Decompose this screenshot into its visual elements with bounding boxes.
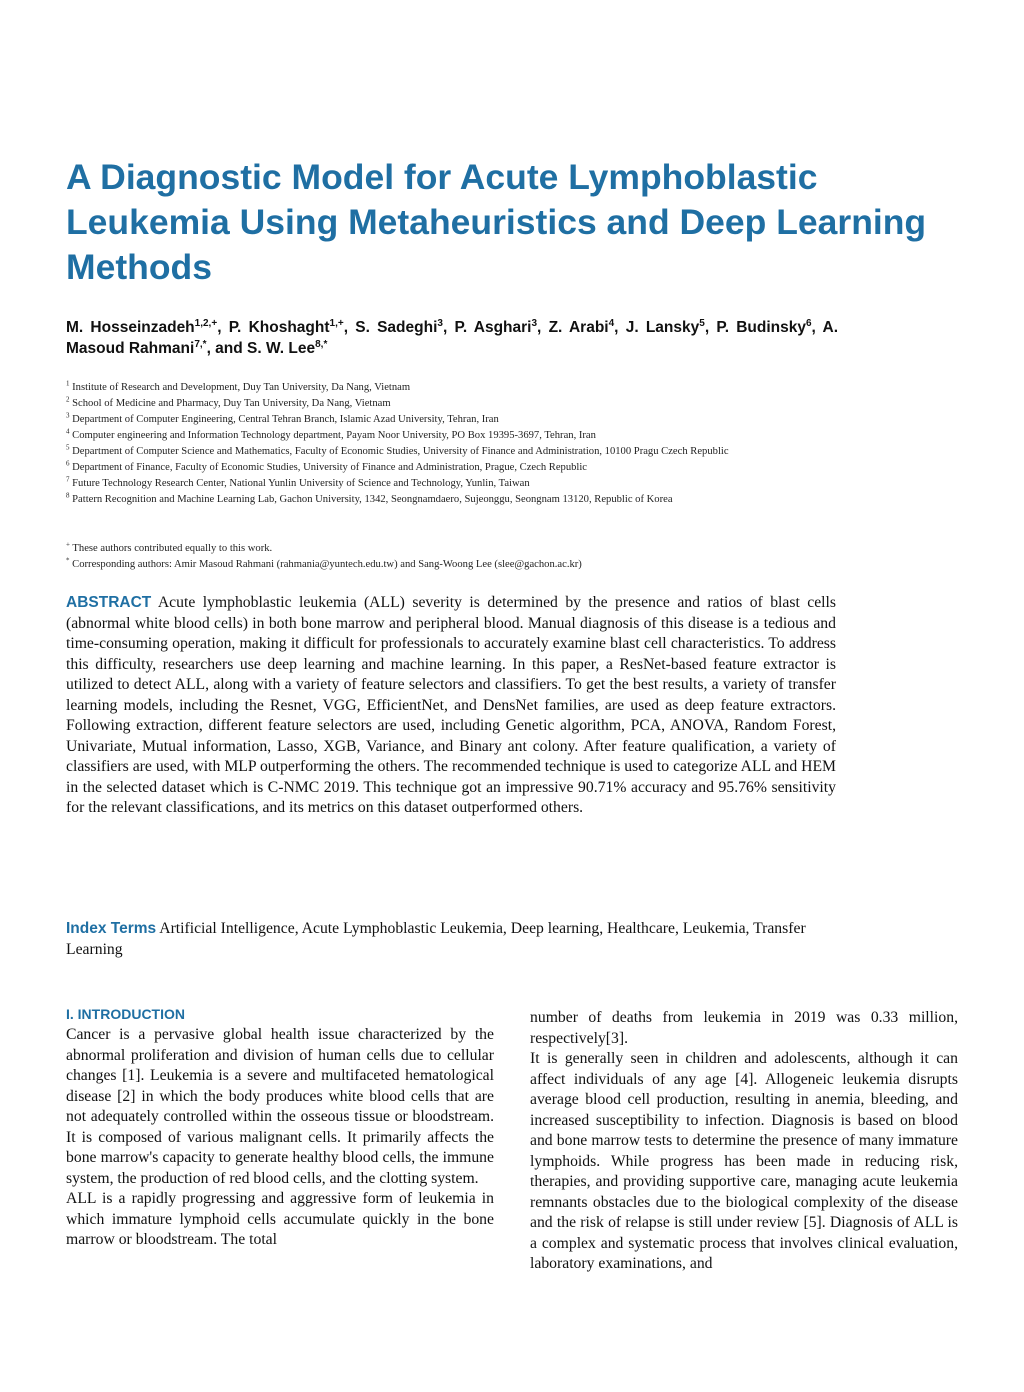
paper-title: A Diagnostic Model for Acute Lymphoblastic Leukemia Using Metaheuristics and Deep Learning Methods <box>66 157 927 287</box>
affiliation: $^5$ Department of Computer Science and Mathematics, Faculty of Economic Studies, University of Finance and Administration, 10100 Pragu Czech Republic <box>66 443 729 457</box>
equal-contribution-note: + These authors contributed equally to this work. <box>66 540 273 554</box>
index-terms-text: Artificial Intelligence, Acute Lymphoblastic Leukemia, Deep learning, Healthcare, Leukemia, Transfer Learning <box>66 920 806 958</box>
abstract <box>66 593 836 819</box>
author-notes <box>66 541 846 573</box>
affiliation: $^2$ School of Medicine and Pharmacy, Duy Tan University, Da Nang, Vietnam <box>66 395 391 409</box>
right-column <box>530 1008 958 1275</box>
index-terms-label: Index Terms <box>66 920 157 937</box>
abstract-text: Acute lymphoblastic leukemia (ALL) severity is determined by the presence and ratios of blast cells (abnormal white blood cells) in both bone marrow and peripheral blood. Manual diagnosis of this disease is a tedious and time-consuming operation, making it difficult for professionals to accurately examine blast cell characteristics. To address this difficulty, researchers use deep learning and machine learning. In this paper, a ResNet-based feature extractor is utilized to detect ALL, along with a variety of feature selectors and classifiers. To get the best results, a variety of transfer learning models, including the Resnet, VGG, EfficientNet, and DensNet families, are used as deep feature extractors. Following extraction, different feature selectors are used, including Genetic algorithm, PCA, ANOVA, Random Forest, Univariate, Mutual information, Lasso, XGB, Variance, and Binary ant colony. After feature qualification, a variety of classifiers are used, with MLP outperforming the others. The recommended technique is used to categorize ALL and HEM in the selected dataset which is C-NMC 2019. This technique got an impressive 90.71% accuracy and 95.76% sensitivity for the relevant classifications, and its metrics on this dataset outperformed others. <box>66 594 836 816</box>
paragraph: It is generally seen in children and adolescents, although it can affect individuals of any age [4]. Allogeneic leukemia disrupts average blood cell production, resulting in anemia, bleeding, and increased susceptibility to infection. Diagnosis is based on blood and bone marrow tests to determine the presence of many immature lymphoids. While progress has been made in reducing risk, therapies, and providing supportive care, managing acute leukemia remnants obstacles due to the biological complexity of the disease and the risk of relapse is still under review [5]. Diagnosis of ALL is a complex and systematic process that involves clinical evaluation, laboratory examinations, and <box>530 1050 958 1272</box>
affiliation: $^4$ Computer engineering and Information Technology department, Payam Noor University, PO Box 19395-3697, Tehran, Iran <box>66 427 596 441</box>
author: P. Khoshaght$^{1,+}$, <box>228 317 356 336</box>
affiliation: $^1$ Institute of Research and Development, Duy Tan University, Da Nang, Vietnam <box>66 379 411 393</box>
author: J. Lansky$^5$, <box>625 317 717 336</box>
author: M. Hosseinzadeh$^{1,2,+}$, <box>66 317 229 336</box>
author-list <box>66 317 838 359</box>
author: Z. Arabi$^4$, <box>548 317 626 336</box>
affiliation: $^8$ Pattern Recognition and Machine Learning Lab, Gachon University, 1342, Seongnamdaero, Sujeonggu, Seongnam 13120, Republic of Korea <box>66 491 673 505</box>
index-terms <box>66 919 836 960</box>
paragraph: Cancer is a pervasive global health issue characterized by the abnormal proliferation and division of human cells due to cellular changes [1]. Leukemia is a severe and multifaceted hematological disease [2] in which the body produces white blood cells that are not adequately controlled within the osseous tissue or bloodstream. It is composed of various malignant cells. It primarily affects the bone marrow's capacity to generate healthy blood cells, the immune system, the production of red blood cells, and the clotting system. <box>66 1026 494 1187</box>
abstract-label: ABSTRACT <box>66 594 152 611</box>
paragraph: ALL is a rapidly progressing and aggressive form of leukemia in which immature lymphoid cells accumulate quickly in the bone marrow or bloodstream. The total <box>66 1190 494 1248</box>
corresponding-author-note: * Corresponding authors: Amir Masoud Rahmani (rahmania@yuntech.edu.tw) and Sang-Woong Lee (slee@gachon.ac.kr) <box>66 556 582 570</box>
author: S. W. Lee$^{8,*}$ <box>247 338 328 357</box>
affiliation: $^3$ Department of Computer Engineering, Central Tehran Branch, Islamic Azad University, Tehran, Iran <box>66 411 499 425</box>
affiliation: $^7$ Future Technology Research Center, National Yunlin University of Science and Technology, Yunlin, Taiwan <box>66 475 530 489</box>
author: A. Masoud Rahmani$^{7,*}$, and <box>66 319 838 357</box>
left-column <box>66 1005 494 1251</box>
paragraph: number of deaths from leukemia in 2019 was 0.33 million, respectively[3]. <box>530 1009 958 1047</box>
affiliation-list <box>66 380 846 508</box>
author: P. Budinsky$^6$, <box>716 317 816 336</box>
affiliation: $^6$ Department of Finance, Faculty of Economic Studies, University of Finance and Administration, Prague, Czech Republic <box>66 459 588 473</box>
author: P. Asghari$^3$, <box>454 317 549 336</box>
author: S. Sadeghi$^3$, <box>355 317 455 336</box>
section-heading: I. INTRODUCTION <box>66 1006 185 1022</box>
